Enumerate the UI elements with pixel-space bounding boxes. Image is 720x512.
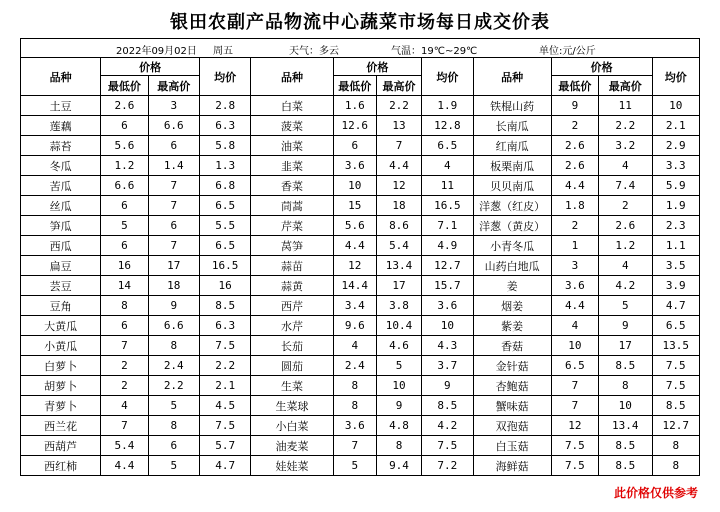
product-name-cell: 茼蒿 <box>251 196 333 216</box>
header-high: 最高价 <box>376 76 421 96</box>
high-price-cell: 6.6 <box>148 316 199 336</box>
high-price-cell: 9.4 <box>376 456 421 476</box>
avg-price-cell: 6.5 <box>652 316 699 336</box>
product-name-cell: 香菜 <box>251 176 333 196</box>
product-name-cell: 油菜 <box>251 136 333 156</box>
disclaimer-note: 此价格仅供参考 <box>613 486 698 500</box>
avg-price-cell: 5.9 <box>652 176 699 196</box>
header-price: 价格 <box>333 58 421 76</box>
product-name-cell: 洋葱（黄皮） <box>473 216 551 236</box>
product-name-cell: 水芹 <box>251 316 333 336</box>
avg-price-cell: 15.7 <box>422 276 473 296</box>
low-price-cell: 6 <box>101 316 148 336</box>
high-price-cell: 8.5 <box>599 456 652 476</box>
low-price-cell: 2.6 <box>101 96 148 116</box>
high-price-cell: 7 <box>148 176 199 196</box>
product-name-cell: 洋葱（红皮） <box>473 196 551 216</box>
table-row <box>21 376 700 396</box>
page-title: 银田农副产品物流中心蔬菜市场每日成交价表 <box>170 12 550 33</box>
high-price-cell: 6 <box>148 216 199 236</box>
high-price-cell: 3.8 <box>376 296 421 316</box>
low-price-cell: 4 <box>551 316 598 336</box>
avg-price-cell: 3.9 <box>652 276 699 296</box>
product-name-cell: 娃娃菜 <box>251 456 333 476</box>
product-name-cell: 西芹 <box>251 296 333 316</box>
date-text: 2022年09月02日 <box>116 46 197 57</box>
high-price-cell: 1.4 <box>148 156 199 176</box>
low-price-cell: 8 <box>333 376 376 396</box>
product-name-cell: 烟姜 <box>473 296 551 316</box>
low-price-cell: 1.8 <box>551 196 598 216</box>
low-price-cell: 6 <box>101 196 148 216</box>
high-price-cell: 8.6 <box>376 216 421 236</box>
table-row <box>21 236 700 256</box>
low-price-cell: 4 <box>333 336 376 356</box>
avg-price-cell: 4 <box>422 156 473 176</box>
low-price-cell: 2 <box>551 116 598 136</box>
high-price-cell: 5 <box>148 396 199 416</box>
avg-price-cell: 1.3 <box>199 156 250 176</box>
avg-price-cell: 11 <box>422 176 473 196</box>
table-row <box>21 156 700 176</box>
weekday-text: 周五 <box>213 46 233 57</box>
product-name-cell: 蒜苔 <box>21 136 101 156</box>
high-price-cell: 18 <box>376 196 421 216</box>
product-name-cell: 芸豆 <box>21 276 101 296</box>
low-price-cell: 5.6 <box>333 216 376 236</box>
low-price-cell: 4.4 <box>333 236 376 256</box>
high-price-cell: 1.2 <box>599 236 652 256</box>
avg-price-cell: 4.9 <box>422 236 473 256</box>
avg-price-cell: 3.7 <box>422 356 473 376</box>
product-name-cell: 铁棍山药 <box>473 96 551 116</box>
product-name-cell: 莴笋 <box>251 236 333 256</box>
low-price-cell: 5 <box>101 216 148 236</box>
high-price-cell: 7 <box>148 196 199 216</box>
header-price: 价格 <box>101 58 200 76</box>
low-price-cell: 7 <box>551 376 598 396</box>
header-low: 最低价 <box>551 76 598 96</box>
high-price-cell: 6.6 <box>148 116 199 136</box>
high-price-cell: 9 <box>599 316 652 336</box>
high-price-cell: 18 <box>148 276 199 296</box>
high-price-cell: 8 <box>148 416 199 436</box>
avg-price-cell: 6.5 <box>199 196 250 216</box>
avg-price-cell: 13.5 <box>652 336 699 356</box>
high-price-cell: 4.4 <box>376 156 421 176</box>
product-name-cell: 蒜苗 <box>251 256 333 276</box>
product-name-cell: 紫姜 <box>473 316 551 336</box>
product-name-cell: 红南瓜 <box>473 136 551 156</box>
avg-price-cell: 6.3 <box>199 316 250 336</box>
table-row <box>21 196 700 216</box>
high-price-cell: 7 <box>148 236 199 256</box>
table-row <box>21 456 700 476</box>
product-name-cell: 蟹味菇 <box>473 396 551 416</box>
avg-price-cell: 4.7 <box>199 456 250 476</box>
low-price-cell: 9 <box>551 96 598 116</box>
high-price-cell: 3 <box>148 96 199 116</box>
table-row <box>21 436 700 456</box>
low-price-cell: 7.5 <box>551 456 598 476</box>
weather-text: 天气：多云 <box>289 46 339 57</box>
avg-price-cell: 8 <box>652 436 699 456</box>
high-price-cell: 17 <box>148 256 199 276</box>
low-price-cell: 4 <box>101 396 148 416</box>
avg-price-cell: 16.5 <box>422 196 473 216</box>
table-row <box>21 356 700 376</box>
product-name-cell: 青萝卜 <box>21 396 101 416</box>
low-price-cell: 4.4 <box>101 456 148 476</box>
low-price-cell: 3.6 <box>333 416 376 436</box>
low-price-cell: 7.5 <box>551 436 598 456</box>
table-row <box>21 276 700 296</box>
high-price-cell: 4.8 <box>376 416 421 436</box>
high-price-cell: 13.4 <box>376 256 421 276</box>
low-price-cell: 1.2 <box>101 156 148 176</box>
high-price-cell: 7 <box>376 136 421 156</box>
product-name-cell: 丝瓜 <box>21 196 101 216</box>
product-name-cell: 香菇 <box>473 336 551 356</box>
product-name-cell: 姜 <box>473 276 551 296</box>
product-name-cell: 小白菜 <box>251 416 333 436</box>
info-row <box>21 39 700 58</box>
high-price-cell: 8 <box>599 376 652 396</box>
product-name-cell: 蒜黄 <box>251 276 333 296</box>
low-price-cell: 12.6 <box>333 116 376 136</box>
avg-price-cell: 8.5 <box>652 396 699 416</box>
low-price-cell: 7 <box>101 416 148 436</box>
temperature-text: 气温：19℃~29℃ <box>391 46 478 57</box>
low-price-cell: 7 <box>101 336 148 356</box>
low-price-cell: 8 <box>101 296 148 316</box>
table-row <box>21 256 700 276</box>
header-high: 最高价 <box>148 76 199 96</box>
low-price-cell: 3.4 <box>333 296 376 316</box>
low-price-cell: 2 <box>101 376 148 396</box>
avg-price-cell: 8.5 <box>199 296 250 316</box>
avg-price-cell: 4.7 <box>652 296 699 316</box>
low-price-cell: 6 <box>101 116 148 136</box>
high-price-cell: 2.6 <box>599 216 652 236</box>
header-price: 价格 <box>551 58 652 76</box>
avg-price-cell: 6.3 <box>199 116 250 136</box>
table-row <box>21 136 700 156</box>
avg-price-cell: 4.3 <box>422 336 473 356</box>
high-price-cell: 5 <box>599 296 652 316</box>
high-price-cell: 4.2 <box>599 276 652 296</box>
product-name-cell: 金针菇 <box>473 356 551 376</box>
avg-price-cell: 3.3 <box>652 156 699 176</box>
product-name-cell: 西葫芦 <box>21 436 101 456</box>
low-price-cell: 5.6 <box>101 136 148 156</box>
avg-price-cell: 2.3 <box>652 216 699 236</box>
header-avg: 均价 <box>199 58 250 96</box>
high-price-cell: 4 <box>599 256 652 276</box>
product-name-cell: 圆茄 <box>251 356 333 376</box>
product-name-cell: 双孢菇 <box>473 416 551 436</box>
product-name-cell: 大黄瓜 <box>21 316 101 336</box>
high-price-cell: 2.2 <box>599 116 652 136</box>
product-name-cell: 长南瓜 <box>473 116 551 136</box>
low-price-cell: 3 <box>551 256 598 276</box>
high-price-cell: 5 <box>376 356 421 376</box>
low-price-cell: 2.6 <box>551 136 598 156</box>
low-price-cell: 8 <box>333 396 376 416</box>
product-name-cell: 白菜 <box>251 96 333 116</box>
avg-price-cell: 7.2 <box>422 456 473 476</box>
low-price-cell: 1.6 <box>333 96 376 116</box>
product-name-cell: 板栗南瓜 <box>473 156 551 176</box>
product-name-cell: 笋瓜 <box>21 216 101 236</box>
low-price-cell: 7 <box>551 396 598 416</box>
avg-price-cell: 8.5 <box>422 396 473 416</box>
product-name-cell: 杏鲍菇 <box>473 376 551 396</box>
table-row <box>21 176 700 196</box>
high-price-cell: 9 <box>148 296 199 316</box>
high-price-cell: 7.4 <box>599 176 652 196</box>
low-price-cell: 14 <box>101 276 148 296</box>
table-row <box>21 216 700 236</box>
high-price-cell: 2 <box>599 196 652 216</box>
high-price-cell: 10.4 <box>376 316 421 336</box>
low-price-cell: 2.4 <box>333 356 376 376</box>
avg-price-cell: 12.8 <box>422 116 473 136</box>
high-price-cell: 5.4 <box>376 236 421 256</box>
avg-price-cell: 1.1 <box>652 236 699 256</box>
avg-price-cell: 3.5 <box>652 256 699 276</box>
low-price-cell: 5.4 <box>101 436 148 456</box>
high-price-cell: 3.2 <box>599 136 652 156</box>
high-price-cell: 17 <box>599 336 652 356</box>
product-name-cell: 莲藕 <box>21 116 101 136</box>
header-avg: 均价 <box>422 58 473 96</box>
high-price-cell: 8 <box>148 336 199 356</box>
high-price-cell: 13.4 <box>599 416 652 436</box>
product-name-cell: 冬瓜 <box>21 156 101 176</box>
high-price-cell: 6 <box>148 136 199 156</box>
low-price-cell: 2 <box>101 356 148 376</box>
low-price-cell: 2.6 <box>551 156 598 176</box>
avg-price-cell: 7.5 <box>199 416 250 436</box>
table-row <box>21 296 700 316</box>
low-price-cell: 3.6 <box>333 156 376 176</box>
avg-price-cell: 7.5 <box>422 436 473 456</box>
product-name-cell: 西兰花 <box>21 416 101 436</box>
table-row <box>21 96 700 116</box>
product-name-cell: 海鲜菇 <box>473 456 551 476</box>
avg-price-cell: 5.8 <box>199 136 250 156</box>
product-name-cell: 土豆 <box>21 96 101 116</box>
header-low: 最低价 <box>101 76 148 96</box>
high-price-cell: 2.2 <box>148 376 199 396</box>
avg-price-cell: 5.7 <box>199 436 250 456</box>
low-price-cell: 7 <box>333 436 376 456</box>
low-price-cell: 6.6 <box>101 176 148 196</box>
avg-price-cell: 7.5 <box>652 376 699 396</box>
avg-price-cell: 2.9 <box>652 136 699 156</box>
low-price-cell: 12 <box>333 256 376 276</box>
table-row <box>21 396 700 416</box>
header-high: 最高价 <box>599 76 652 96</box>
product-name-cell: 西瓜 <box>21 236 101 256</box>
avg-price-cell: 4.5 <box>199 396 250 416</box>
high-price-cell: 17 <box>376 276 421 296</box>
product-name-cell: 白玉菇 <box>473 436 551 456</box>
avg-price-cell: 12.7 <box>422 256 473 276</box>
product-name-cell: 油麦菜 <box>251 436 333 456</box>
low-price-cell: 5 <box>333 456 376 476</box>
high-price-cell: 2.2 <box>376 96 421 116</box>
avg-price-cell: 8 <box>652 456 699 476</box>
high-price-cell: 12 <box>376 176 421 196</box>
low-price-cell: 6 <box>333 136 376 156</box>
table-row <box>21 316 700 336</box>
header-name: 品种 <box>21 58 101 96</box>
table-row <box>21 336 700 356</box>
unit-text: 单位:元/公斤 <box>539 46 596 57</box>
high-price-cell: 2.4 <box>148 356 199 376</box>
header-row-2 <box>21 76 700 96</box>
avg-price-cell: 16.5 <box>199 256 250 276</box>
avg-price-cell: 7.5 <box>652 356 699 376</box>
high-price-cell: 5 <box>148 456 199 476</box>
high-price-cell: 9 <box>376 396 421 416</box>
avg-price-cell: 6.8 <box>199 176 250 196</box>
avg-price-cell: 6.5 <box>199 236 250 256</box>
product-name-cell: 小青冬瓜 <box>473 236 551 256</box>
high-price-cell: 11 <box>599 96 652 116</box>
product-name-cell: 扁豆 <box>21 256 101 276</box>
header-avg: 均价 <box>652 58 699 96</box>
avg-price-cell: 3.6 <box>422 296 473 316</box>
table-row <box>21 116 700 136</box>
avg-price-cell: 2.8 <box>199 96 250 116</box>
avg-price-cell: 10 <box>422 316 473 336</box>
high-price-cell: 4 <box>599 156 652 176</box>
avg-price-cell: 1.9 <box>422 96 473 116</box>
low-price-cell: 6 <box>101 236 148 256</box>
high-price-cell: 4.6 <box>376 336 421 356</box>
header-name: 品种 <box>473 58 551 96</box>
product-name-cell: 小黄瓜 <box>21 336 101 356</box>
avg-price-cell: 2.2 <box>199 356 250 376</box>
avg-price-cell: 10 <box>652 96 699 116</box>
high-price-cell: 10 <box>599 396 652 416</box>
low-price-cell: 4.4 <box>551 296 598 316</box>
avg-price-cell: 4.2 <box>422 416 473 436</box>
product-name-cell: 苦瓜 <box>21 176 101 196</box>
avg-price-cell: 2.1 <box>199 376 250 396</box>
product-name-cell: 贝贝南瓜 <box>473 176 551 196</box>
low-price-cell: 16 <box>101 256 148 276</box>
avg-price-cell: 6.5 <box>422 136 473 156</box>
low-price-cell: 12 <box>551 416 598 436</box>
low-price-cell: 10 <box>333 176 376 196</box>
product-name-cell: 胡萝卜 <box>21 376 101 396</box>
avg-price-cell: 7.5 <box>199 336 250 356</box>
high-price-cell: 8.5 <box>599 356 652 376</box>
price-table <box>20 38 700 476</box>
product-name-cell: 生菜 <box>251 376 333 396</box>
low-price-cell: 1 <box>551 236 598 256</box>
high-price-cell: 10 <box>376 376 421 396</box>
product-name-cell: 菠菜 <box>251 116 333 136</box>
table-row <box>21 416 700 436</box>
product-name-cell: 长茄 <box>251 336 333 356</box>
low-price-cell: 14.4 <box>333 276 376 296</box>
header-name: 品种 <box>251 58 333 96</box>
low-price-cell: 4.4 <box>551 176 598 196</box>
avg-price-cell: 2.1 <box>652 116 699 136</box>
high-price-cell: 13 <box>376 116 421 136</box>
product-name-cell: 生菜球 <box>251 396 333 416</box>
avg-price-cell: 16 <box>199 276 250 296</box>
avg-price-cell: 12.7 <box>652 416 699 436</box>
product-name-cell: 白萝卜 <box>21 356 101 376</box>
low-price-cell: 15 <box>333 196 376 216</box>
product-name-cell: 西红柿 <box>21 456 101 476</box>
high-price-cell: 8 <box>376 436 421 456</box>
low-price-cell: 10 <box>551 336 598 356</box>
avg-price-cell: 7.1 <box>422 216 473 236</box>
product-name-cell: 韭菜 <box>251 156 333 176</box>
product-name-cell: 豆角 <box>21 296 101 316</box>
high-price-cell: 8.5 <box>599 436 652 456</box>
header-row-1 <box>21 58 700 76</box>
avg-price-cell: 5.5 <box>199 216 250 236</box>
product-name-cell: 芹菜 <box>251 216 333 236</box>
avg-price-cell: 1.9 <box>652 196 699 216</box>
product-name-cell: 山药白地瓜 <box>473 256 551 276</box>
low-price-cell: 9.6 <box>333 316 376 336</box>
high-price-cell: 6 <box>148 436 199 456</box>
low-price-cell: 3.6 <box>551 276 598 296</box>
avg-price-cell: 9 <box>422 376 473 396</box>
low-price-cell: 2 <box>551 216 598 236</box>
header-low: 最低价 <box>333 76 376 96</box>
low-price-cell: 6.5 <box>551 356 598 376</box>
